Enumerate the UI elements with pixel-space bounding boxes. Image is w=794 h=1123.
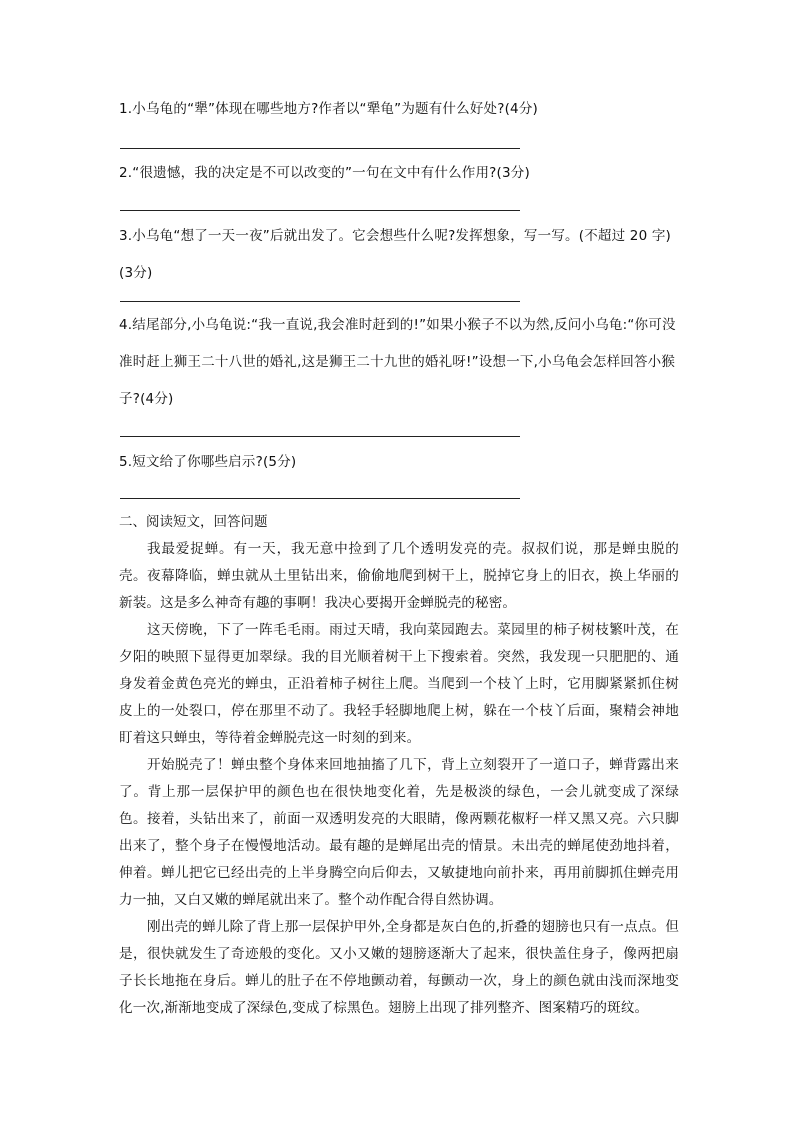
reading-passage	[119, 536, 679, 1022]
passage-paragraph-2: 这天傍晚，下了一阵毛毛雨。雨过天晴，我向菜园跑去。菜园里的柿子树枝繁叶茂，在夕阳的映照下显得更加翠绿。我的目光顺着树干上下搜索着。突然，我发现一只肥肥的、通身发着金黄色亮光的蝉虫，正沿着柿子树往上爬。当爬到一个枝丫上时，它用脚紧紧抓住树皮上的一处裂口，停在那里不动了。我轻手轻脚地爬上树，躲在一个枝丫后面，聚精会神地盯着这只蝉虫，等待着金蝉脱壳这一时刻的到来。	[119, 622, 679, 746]
question-4: 4.结尾部分,小乌龟说:“我一直说,我会准时赶到的!”如果小猴子不以为然,反问小乌龟:“你可没准时赶上狮王二十八世的婚礼,这是狮王二十九世的婚礼呀!”设想一下,小乌龟会怎样回答小猴子?(4分)	[119, 317, 676, 407]
section-title: 二、阅读短文，回答问题	[119, 514, 268, 530]
question-1: 1.小乌龟的“犟”体现在哪些地方?作者以“犟龟”为题有什么好处?(4分)	[119, 101, 539, 117]
answer-line-3	[120, 301, 520, 302]
passage-paragraph-1: 我最爱捉蝉。有一天，我无意中捡到了几个透明发亮的壳。叔叔们说，那是蝉虫脱的壳。夜幕降临，蝉虫就从土里钻出来，偷偷地爬到树干上，脱掉它身上的旧衣，换上华丽的新装。这是多么神奇有趣的事啊！我决心要揭开金蝉脱壳的秘密。	[119, 541, 679, 611]
question-2: 2.“很遗憾，我的决定是不可以改变的”一句在文中有什么作用?(3分)	[119, 165, 530, 181]
question-5: 5.短文给了你哪些启示?(5分)	[119, 454, 297, 470]
passage-paragraph-3: 开始脱壳了！蝉虫整个身体来回地抽搐了几下，背上立刻裂开了一道口子，蝉背露出来了。背上那一层保护甲的颜色也在很快地变化着，先是极淡的绿色，一会儿就变成了深绿色。接着，头钻出来了，前面一双透明发亮的大眼睛，像两颗花椒籽一样又黑又亮。六只脚出来了，整个身子在慢慢地活动。最有趣的是蝉尾出壳的情景。未出壳的蝉尾使劲地抖着，伸着。蝉儿把它已经出壳的上半身腾空向后仰去，又敏捷地向前扑来，再用前脚抓住蝉壳用力一抽，又白又嫩的蝉尾就出来了。整个动作配合得自然协调。	[119, 757, 679, 908]
answer-line-2	[120, 210, 520, 211]
answer-line-5	[120, 498, 520, 499]
answer-line-4	[120, 436, 520, 437]
answer-line-1	[120, 148, 520, 149]
question-3: 3.小乌龟“想了一天一夜”后就出发了。它会想些什么呢?发挥想象，写一写。(不超过 20 字)(3分)	[119, 228, 672, 281]
passage-paragraph-4: 刚出壳的蝉儿除了背上那一层保护甲外,全身都是灰白色的,折叠的翅膀也只有一点点。但是，很快就发生了奇迹般的变化。又小又嫩的翅膀逐渐大了起来，很快盖住身子，像两把扇子长长地拖在身后。蝉儿的肚子在不停地颤动着，每颤动一次，身上的颜色就由浅而深地变化一次,渐渐地变成了深绿色,变成了棕黑色。翅膀上出现了排列整齐、图案精巧的斑纹。	[119, 919, 679, 1016]
